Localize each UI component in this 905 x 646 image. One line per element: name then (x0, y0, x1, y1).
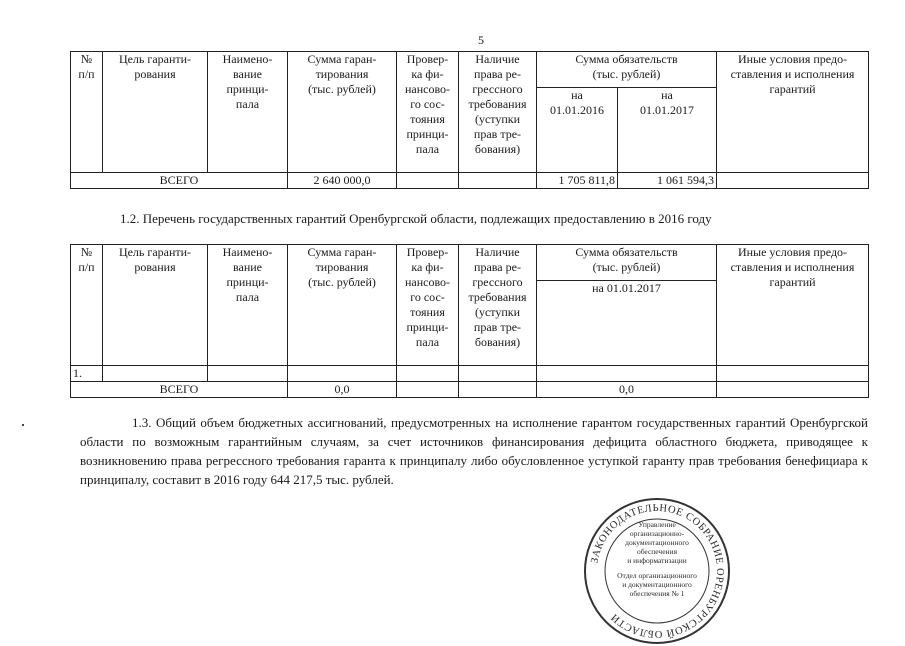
text-line: вание (232, 67, 262, 81)
text-line: тирования (315, 260, 369, 274)
text-line: прав тре- (473, 320, 522, 334)
header-financial-check (397, 245, 459, 366)
header-goal (103, 245, 208, 366)
text-line: Сумма гаран- (307, 52, 377, 66)
total-2017: 0,0 (537, 382, 717, 398)
text-line: Сумма обязательств (575, 245, 678, 259)
text-line: 01.01.2016 (550, 103, 604, 117)
text-line: Провер- (406, 52, 449, 66)
text-line: рования (134, 67, 176, 81)
text-line: (уступки (474, 305, 521, 319)
text-line: пала (415, 142, 440, 156)
text-line: го сос- (410, 97, 445, 111)
text-line: Иные условия предо- (737, 52, 848, 66)
text-line: прав тре- (473, 127, 522, 141)
total-label: ВСЕГО (71, 382, 288, 398)
text-line: права ре- (474, 260, 521, 274)
text-line: пала (235, 97, 260, 111)
text-line: Наличие (475, 245, 520, 259)
text-line: Наличие (475, 52, 520, 66)
text-line: на (661, 88, 673, 102)
scan-speck (22, 424, 24, 426)
stamp-ring-text: ЗАКОНОДАТЕЛЬНОЕ СОБРАНИЕ ОРЕНБУРГСКОЙ ОБЛАСТИ (589, 502, 726, 640)
stamp-center-text (612, 520, 702, 598)
text-line: тирования (315, 67, 369, 81)
text-line: организационно- (629, 529, 685, 538)
text-line: пала (415, 335, 440, 349)
header-recourse (459, 52, 537, 173)
guarantees-table-existing (70, 51, 869, 189)
total-row (71, 173, 869, 189)
header-obligation (537, 245, 717, 281)
text-line: права ре- (474, 67, 521, 81)
section-heading-1-2: 1.2. Перечень государственных гарантий Оренбургской области, подлежащих предоставлению в 2016 году (120, 211, 712, 226)
header-date-2017 (618, 88, 717, 173)
header-other-conditions (717, 52, 869, 173)
text-line: нансово- (404, 82, 451, 96)
text-line: (тыс. рублей) (308, 82, 376, 96)
text-line: принци- (226, 275, 269, 289)
header-goal (103, 52, 208, 173)
header-principal (208, 245, 288, 366)
text-line: Сумма обязательств (575, 52, 678, 66)
row-number: 1. (71, 366, 103, 382)
text-line: на (571, 88, 583, 102)
text-line: п/п (78, 67, 95, 81)
header-date-2016 (537, 88, 618, 173)
text-line: Сумма гаран- (307, 245, 377, 259)
text-line: принци- (406, 320, 449, 334)
text-line: документационного (625, 538, 689, 547)
text-line: Цель гаранти- (118, 52, 192, 66)
text-line: Провер- (406, 245, 449, 259)
header-num (71, 52, 103, 173)
text-line: Наимено- (222, 245, 273, 259)
text-line: (уступки (474, 112, 521, 126)
text-line: Цель гаранти- (118, 245, 192, 259)
total-row (71, 382, 869, 398)
header-amount (288, 245, 397, 366)
text-line: рования (134, 260, 176, 274)
header-amount (288, 52, 397, 173)
text-line: (тыс. рублей) (308, 275, 376, 289)
guarantees-table-2016 (70, 244, 869, 398)
page-number: 5 (478, 33, 484, 47)
text-line: ставления и исполнения (730, 67, 855, 81)
text-line: вание (232, 260, 262, 274)
text-line: обеспечения (636, 547, 678, 556)
text-line: п/п (78, 260, 95, 274)
header-date-2017: на 01.01.2017 (537, 281, 717, 366)
text-line: пала (235, 290, 260, 304)
total-2016: 1 705 811,8 (537, 173, 618, 189)
header-principal (208, 52, 288, 173)
total-2017: 1 061 594,3 (618, 173, 717, 189)
text-line: бования) (474, 142, 521, 156)
text-line: нансово- (404, 275, 451, 289)
text-line: грессного (472, 82, 523, 96)
text-line: Наимено- (222, 52, 273, 66)
total-amount: 2 640 000,0 (288, 173, 397, 189)
text-line: бования) (474, 335, 521, 349)
text-line: тояния (410, 112, 445, 126)
text-line: (тыс. рублей) (592, 67, 661, 81)
text-line: 01.01.2017 (640, 103, 694, 117)
text-line: ка фи- (411, 67, 444, 81)
text-line: требования (468, 290, 527, 304)
text-line: № (80, 52, 93, 66)
text-line: принци- (406, 127, 449, 141)
text-line: Отдел организационного (617, 571, 697, 580)
text-line: Управление (638, 520, 676, 529)
text-line: требования (468, 97, 527, 111)
text-line: обеспечения № 1 (629, 589, 685, 598)
text-line: гарантий (769, 82, 816, 96)
header-financial-check (397, 52, 459, 173)
text-line: ставления и исполнения (730, 260, 855, 274)
text-line: ка фи- (411, 260, 444, 274)
total-label: ВСЕГО (71, 173, 288, 189)
table-row (71, 366, 869, 382)
text-line: (тыс. рублей) (592, 260, 661, 274)
text-line: Иные условия предо- (737, 245, 848, 259)
text-line: и документационного (622, 580, 692, 589)
text-line: принци- (226, 82, 269, 96)
header-recourse (459, 245, 537, 366)
text-line: № (80, 245, 93, 259)
total-amount: 0,0 (288, 382, 397, 398)
header-other-conditions (717, 245, 869, 366)
header-num (71, 245, 103, 366)
text-line: го сос- (410, 290, 445, 304)
header-obligation (537, 52, 717, 88)
text-line: тояния (410, 305, 445, 319)
text-line: и информатизации (627, 556, 687, 565)
text-line: гарантий (769, 275, 816, 289)
paragraph-1-3: 1.3. Общий объем бюджетных ассигнований, предусмотренных на исполнение гарантом государственных гарантий Оренбургской области по возможным гарантийным случаям, за счет источников финансирования дефицита областного бюджета, приводящее к возникновению права регрессного требования гаранта к принципалу либо обусловленное уступкой гаранту прав требования бенефициара к принципалу, составит в 2016 году 644 217,5 тыс. рублей. (80, 415, 868, 487)
text-line: грессного (472, 275, 523, 289)
